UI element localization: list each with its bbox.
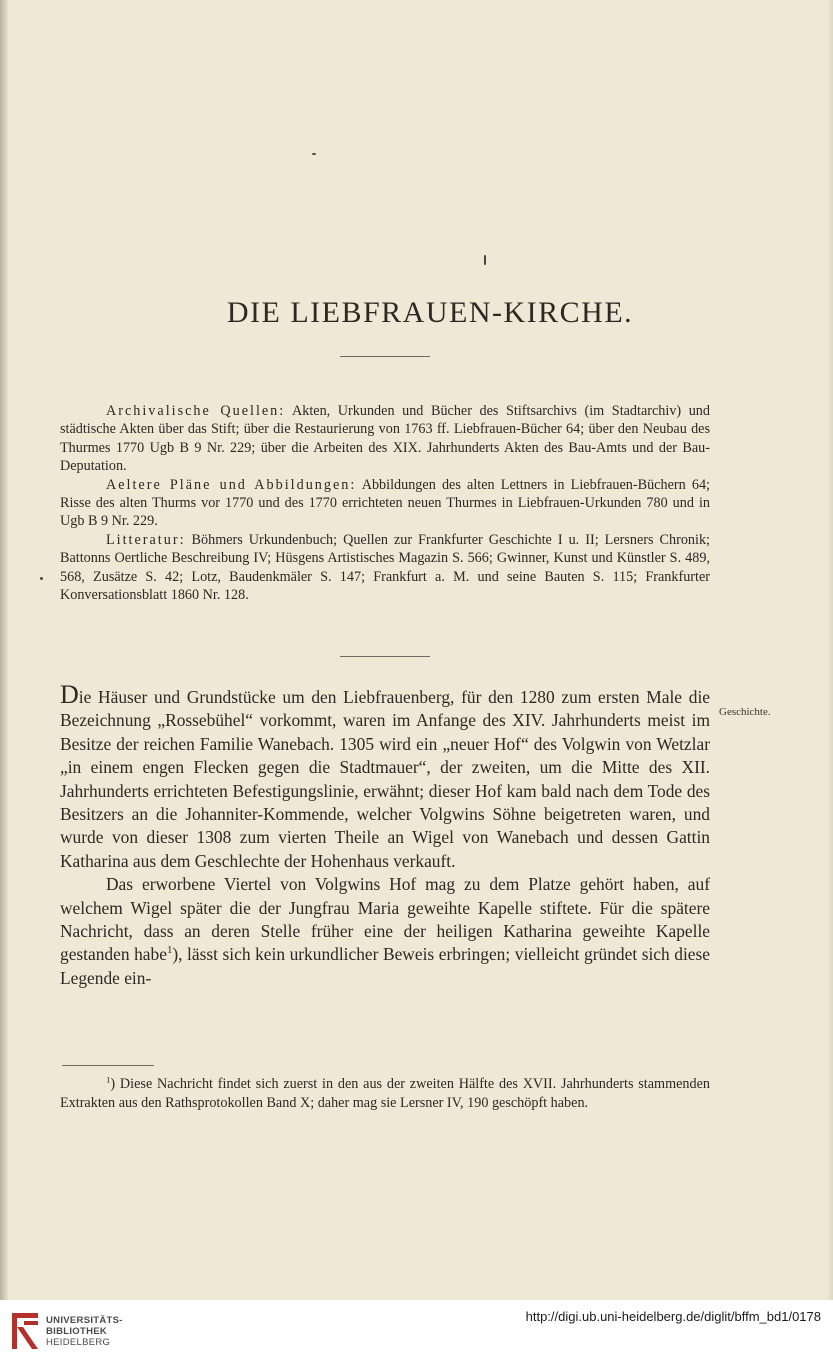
sources-archival — [60, 402, 710, 476]
footnote — [60, 1075, 710, 1112]
body-text — [60, 680, 711, 990]
library-logo-text[interactable] — [46, 1315, 123, 1348]
sources-literature-heading: Litteratur: — [106, 531, 186, 548]
footnote-marker: 1 — [106, 1074, 111, 1085]
scan-speck — [312, 153, 316, 155]
library-logo-icon[interactable] — [10, 1309, 40, 1353]
body-paragraph-text: Das erworbene Viertel von Volgwins Hof mag zu dem Platze gehört haben, auf welchem Wigel später die der Jungfrau Maria geweihte Kapelle stiftete. Für die spätere Nachricht, dass an deren Stelle früher eine der heiligen Katharina geweihte Kapelle gestanden habe — [60, 874, 710, 965]
sources-plans-heading: Aeltere Pläne und Abbildungen: — [106, 476, 357, 493]
page-spine-shadow — [0, 0, 9, 1300]
sources-plans-text: Abbildungen des alten Lettners in Liebfrauen-Büchern 64; Risse des alten Thurms vor 1770 und des 1770 errichteten neuen Thurmes in Liebfrauen-Urkunden 780 und in Ugb B 9 Nr. 229. — [60, 476, 710, 530]
scan-speck — [484, 255, 486, 265]
margin-note: Geschichte. — [719, 706, 771, 718]
sources-archival-text: Akten, Urkunden und Bücher des Stiftsarchivs (im Stadtarchiv) und städtische Akten über das Stift; über die Restaurierung von 1763 ff. Liebfrauen-Bücher 64; über den Neubau des Thurmes 1770 Ugb B 9 Nr. 229; über die Arbeiten des XIX. Jahrhunderts Akten des Bau-Amts und der Bau-Deputation. — [60, 403, 710, 475]
body-paragraph-text: ie Häuser und Grundstücke um den Liebfrauenberg, für den 1280 zum ersten Male die Bezeichnung „Rossebühel“ vorkommt, waren im Anfange des XIV. Jahrhunderts meist im Besitze der reichen Familie Wanebach. 1305 wird ein „neuer Hof“ des Volgwin von Wetzlar „in einem engen Flecken gegen die Stadtmauer“, der zweiten, um die Mitte des XII. Jahrhunderts errichteten Befestigungslinie, erwähnt; dieser Hof kam bald nach dem Tode des Besitzers an die Johanniter-Kommende, welcher Volgwins Söhne beigetreten waren, und wurde von dieser 1308 zum vierten Theile an Wigel von Wanebach und dessen Gattin Katharina aus dem Geschlechte der Hohenhaus verkauft. — [60, 687, 710, 871]
scan-speck — [40, 577, 43, 580]
sources-archival-heading: Archivalische Quellen: — [106, 403, 286, 419]
page-title: DIE LIEBFRAUEN-KIRCHE. — [226, 296, 634, 329]
sources-literature — [60, 531, 710, 605]
body-paragraph — [60, 873, 710, 990]
page-edge-shadow — [827, 0, 833, 1300]
section-divider — [340, 656, 430, 657]
footnote-text: ) Diese Nachricht findet sich zuerst in den aus der zweiten Hälfte des XVII. Jahrhunderts stammenden Extrakten aus den Rathsprotokollen Band X; daher mag sie Lersner IV, 190 geschöpft haben. — [60, 1076, 710, 1111]
logo-line: HEIDELBERG — [46, 1337, 111, 1348]
sources-plans — [60, 476, 710, 531]
title-divider — [340, 356, 430, 357]
footnote-paragraph — [60, 1075, 710, 1112]
sources-section — [60, 402, 710, 604]
footnote-divider — [62, 1065, 154, 1066]
sources-literature-text: Böhmers Urkundenbuch; Quellen zur Frankfurter Geschichte I u. II; Lersners Chronik; Battonns Oertliche Beschreibung IV; Hüsgens Artistisches Magazin S. 566; Gwinner, Kunst und Künstler S. 489, 568, Zusätze S. 42; Lotz, Baudenkmäler S. 147; Frankfurt a. M. und seine Bauten S. 115; Frankfurter Konversationsblatt 1860 Nr. 128. — [60, 531, 710, 604]
body-paragraph-text: ), lässt sich kein urkundlicher Beweis erbringen; vielleicht gründet sich diese Legende ein- — [60, 944, 711, 988]
body-paragraph — [60, 680, 710, 873]
logo-line: BIBLIOTHEK — [46, 1326, 108, 1337]
logo-line: UNIVERSITÄTS- — [46, 1315, 123, 1326]
permalink-url[interactable]: http://digi.ub.uni-heidelberg.de/diglit/bffm_bd1/0178 — [525, 1309, 821, 1324]
drop-cap: D — [60, 680, 79, 709]
footnote-reference: 1 — [166, 944, 173, 957]
